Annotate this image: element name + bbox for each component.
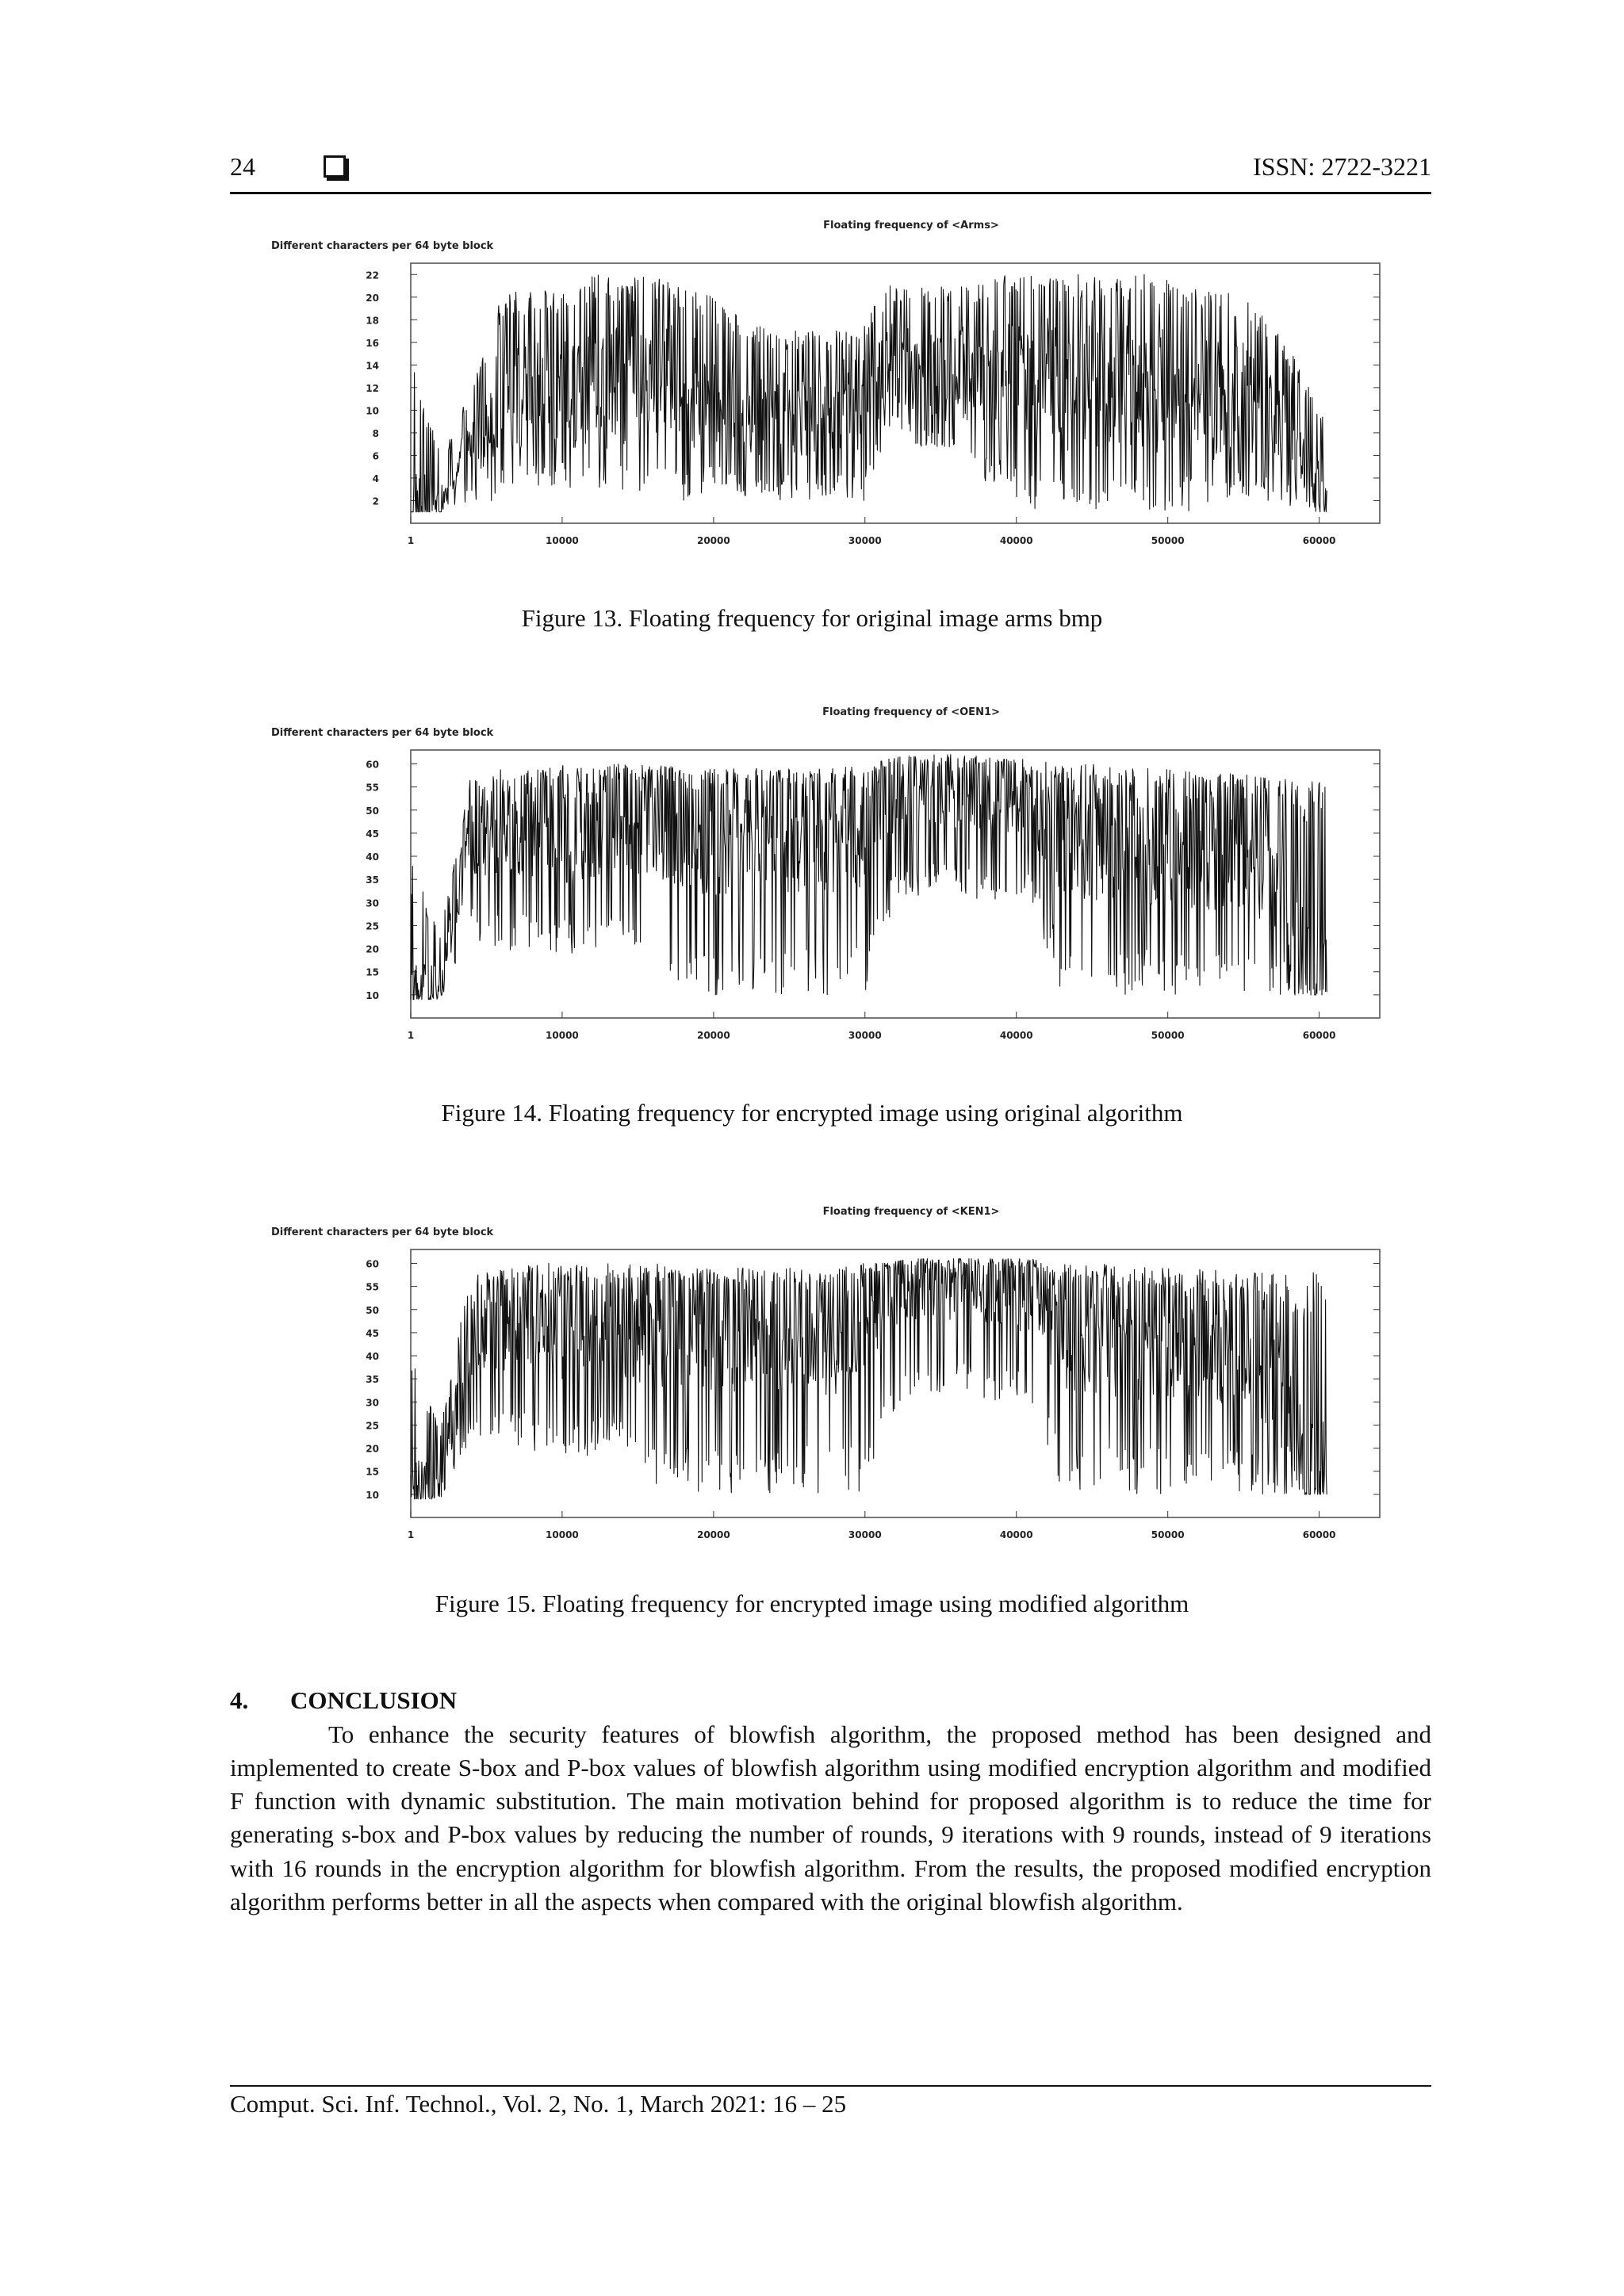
section-title: CONCLUSION <box>290 1686 458 1714</box>
y-tick-label: 60 <box>366 759 379 771</box>
y-tick-label: 35 <box>366 1374 379 1386</box>
x-tick-label: 40000 <box>999 1529 1033 1540</box>
footer-rule <box>230 2085 1431 2087</box>
x-tick-label: 30000 <box>848 1030 882 1041</box>
y-axis-label: Different characters per 64 byte block <box>271 240 494 252</box>
x-tick-label: 10000 <box>546 1030 579 1041</box>
y-tick-label: 4 <box>372 473 379 484</box>
y-tick-label: 18 <box>366 315 379 327</box>
conclusion-paragraph: To enhance the security features of blowfish algorithm, the proposed method has been designed and implemented to create S-box and P-box values of blowfish algorithm using modified encryption algorithm and modified F function with dynamic substitution. The main motivation behind for proposed algorithm is to reduce the time for generating s-box and P-box values by reducing the number of rounds, 9 iterations with 9 rounds, instead of 9 iterations with 16 rounds in the encryption algorithm for blowfish algorithm. From the results, the proposed modified encryption algorithm performs better in all the aspects when compared with the original blowfish algorithm. <box>230 1720 1431 1915</box>
frequency-series-line <box>411 274 1327 511</box>
x-tick-label: 30000 <box>848 1529 882 1540</box>
y-tick-label: 20 <box>366 943 379 955</box>
figure-15 <box>262 1200 1388 1573</box>
y-tick-label: 15 <box>366 966 379 978</box>
page-header <box>230 152 1431 193</box>
figure-13 <box>262 214 1388 579</box>
y-tick-label: 10 <box>366 1489 379 1501</box>
x-tick-label: 50000 <box>1151 1030 1185 1041</box>
figure-14 <box>262 701 1388 1073</box>
chart-title: Floating frequency of <Arms> <box>823 220 999 232</box>
figure-14-caption: Figure 14. Floating frequency for encrypted image using original algorithm <box>441 1099 1183 1127</box>
conclusion-section <box>230 1686 1431 1919</box>
box-icon <box>324 155 346 178</box>
x-tick-label: 10000 <box>546 1529 579 1540</box>
y-tick-label: 45 <box>366 1327 379 1339</box>
y-tick-label: 40 <box>366 851 379 863</box>
y-tick-label: 2 <box>372 496 379 507</box>
y-tick-label: 6 <box>372 450 379 462</box>
x-tick-label: 50000 <box>1151 535 1185 546</box>
y-axis-label: Different characters per 64 byte block <box>271 1226 494 1238</box>
y-tick-label: 15 <box>366 1466 379 1478</box>
y-tick-label: 55 <box>366 782 379 794</box>
y-tick-label: 10 <box>366 989 379 1001</box>
y-tick-label: 55 <box>366 1281 379 1293</box>
figure-13-caption: Figure 13. Floating frequency for original image arms bmp <box>521 604 1103 632</box>
x-tick-label: 1 <box>407 1030 415 1041</box>
y-tick-label: 50 <box>366 805 379 817</box>
figure-15-chart <box>262 1200 1388 1573</box>
y-tick-label: 35 <box>366 874 379 886</box>
header-rule <box>230 192 1431 194</box>
y-tick-label: 8 <box>372 427 379 439</box>
y-tick-label: 12 <box>366 382 379 394</box>
issn-label: ISSN: 2722-3221 <box>1253 152 1431 181</box>
chart-title: Floating frequency of <OEN1> <box>822 706 1000 718</box>
y-tick-label: 20 <box>366 1443 379 1455</box>
y-tick-label: 60 <box>366 1258 379 1270</box>
x-tick-label: 1 <box>407 1529 415 1540</box>
y-tick-label: 25 <box>366 920 379 932</box>
x-tick-label: 20000 <box>696 1529 730 1540</box>
y-tick-label: 22 <box>366 270 379 281</box>
x-tick-label: 40000 <box>999 535 1033 546</box>
x-tick-label: 40000 <box>999 1030 1033 1041</box>
y-tick-label: 50 <box>366 1304 379 1316</box>
y-tick-label: 40 <box>366 1351 379 1363</box>
y-tick-label: 45 <box>366 828 379 840</box>
chart-title: Floating frequency of <KEN1> <box>822 1206 1000 1218</box>
y-tick-label: 30 <box>366 1397 379 1409</box>
x-tick-label: 60000 <box>1302 1529 1336 1540</box>
x-tick-label: 50000 <box>1151 1529 1185 1540</box>
page-number: 24 <box>230 152 255 181</box>
figure-14-chart <box>262 701 1388 1073</box>
footer-citation: Comput. Sci. Inf. Technol., Vol. 2, No. 1, March 2021: 16 – 25 <box>230 2090 847 2118</box>
x-tick-label: 20000 <box>696 1030 730 1041</box>
y-tick-label: 25 <box>366 1420 379 1432</box>
section-heading <box>230 1686 1431 1715</box>
y-tick-label: 16 <box>366 337 379 349</box>
x-tick-label: 1 <box>407 535 415 546</box>
y-tick-label: 30 <box>366 897 379 909</box>
x-tick-label: 30000 <box>848 535 882 546</box>
y-axis-label: Different characters per 64 byte block <box>271 727 494 739</box>
figure-13-chart <box>262 214 1388 579</box>
frequency-series-line <box>411 1259 1327 1499</box>
y-tick-label: 10 <box>366 405 379 417</box>
x-tick-label: 10000 <box>546 535 579 546</box>
figure-15-caption: Figure 15. Floating frequency for encrypted image using modified algorithm <box>435 1590 1189 1617</box>
section-number: 4. <box>230 1686 249 1714</box>
x-tick-label: 20000 <box>696 535 730 546</box>
y-tick-label: 20 <box>366 292 379 304</box>
x-tick-label: 60000 <box>1302 535 1336 546</box>
x-tick-label: 60000 <box>1302 1030 1336 1041</box>
frequency-series-line <box>411 755 1327 1000</box>
y-tick-label: 14 <box>366 360 379 372</box>
